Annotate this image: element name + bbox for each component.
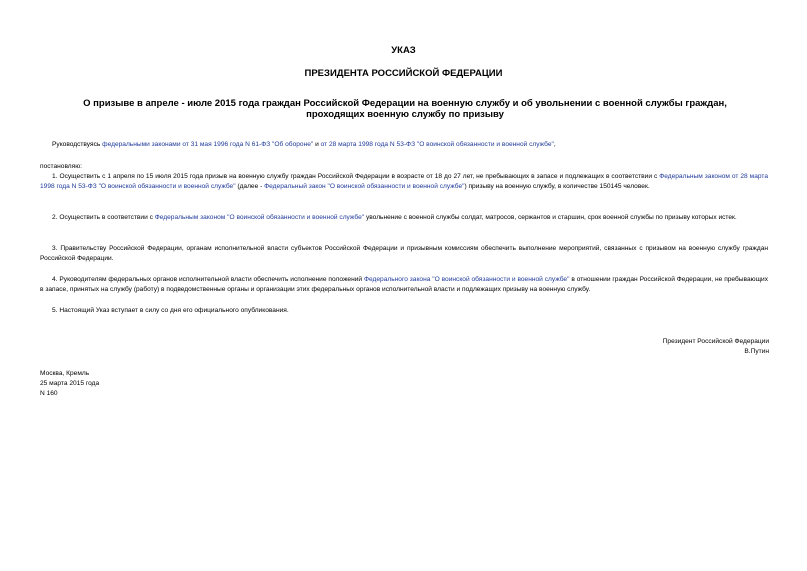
signature-block [663, 337, 769, 357]
law-link-federal-law[interactable]: Федеральным законом "О воинской обязанности и военной службе" [154, 214, 365, 221]
item-text: (далее - [235, 183, 265, 190]
decree-number: N 160 [40, 390, 58, 397]
preamble-text: , [553, 141, 556, 148]
law-link-military-service[interactable]: от 28 марта 1998 года N 53-ФЗ "О воинской обязанности и военной службе" [320, 141, 554, 148]
law-link-federal-law[interactable]: Федерального закона "О воинской обязанности и военной службе" [363, 276, 570, 283]
decree-issuer: ПРЕЗИДЕНТА РОССИЙСКОЙ ФЕДЕРАЦИИ [304, 68, 503, 79]
law-link-federal-law[interactable]: Федеральным законом от 28 марта 1998 года N 53-ФЗ "О воинской обязанности и военной службе" [40, 173, 768, 190]
decree-subject: О призыве в апреле - июле 2015 года граждан Российской Федерации на военную службу и об увольнении с военной службы граждан, проходящих военную службу по призыву [83, 98, 727, 120]
signature-position: Президент Российской Федерации [662, 338, 769, 345]
item-text: ) призыву на военную службу, в количестве 150145 человек. [464, 183, 650, 190]
decree-title: УКАЗ [391, 45, 416, 56]
preamble-text: Руководствуясь [52, 141, 103, 148]
item-text: 2. Осуществить в соответствии с [52, 214, 155, 221]
law-link-defense[interactable]: федеральными законами от 31 мая 1996 года N 61-ФЗ "Об обороне" [102, 141, 314, 148]
item-text: увольнение с военной службы солдат, матросов, сержантов и старшин, срок военной службы по призыву которых истек. [364, 214, 737, 221]
item-4 [40, 275, 768, 295]
preamble-text: и [313, 141, 321, 148]
item-2 [40, 213, 768, 223]
law-link-federal-law-short[interactable]: Федеральный закон "О воинской обязанности и военной службе" [264, 183, 465, 190]
item-1 [40, 172, 768, 192]
decree-date: 25 марта 2015 года [40, 380, 100, 387]
item-text: 3. Правительству Российской Федерации, органам исполнительной власти субъектов Российской Федерации и призывным комиссиям обеспечить выполнение мероприятий, связанных с призывом на военную службу граждан Российской Федерации. [40, 245, 768, 262]
place-city: Москва, Кремль [40, 370, 90, 377]
preamble-paragraph [40, 140, 768, 150]
item-5 [40, 306, 768, 316]
decree-word: постановляю: [40, 163, 83, 170]
item-text: 5. Настоящий Указ вступает в силу со дня его официального опубликования. [52, 307, 289, 314]
place-date-block [40, 369, 99, 399]
item-3 [40, 244, 768, 264]
item-text: в отношении граждан Российской Федерации, не пребывающих в запасе, принятых на службу (работу) в подведомственные органы и организации этих федеральных органов исполнительной власти и подлежащих призыву на военную службу. [40, 276, 768, 293]
item-text: 1. Осуществить с 1 апреля по 15 июля 2015 года призыв на военную службу граждан Российской Федерации в возрасте от 18 до 27 лет, не пребывающих в запасе и подлежащих в соответствии с [52, 173, 660, 180]
item-text: 4. Руководителям федеральных органов исполнительной власти обеспечить исполнение положений [52, 276, 364, 283]
signature-name: В.Путин [744, 348, 769, 355]
